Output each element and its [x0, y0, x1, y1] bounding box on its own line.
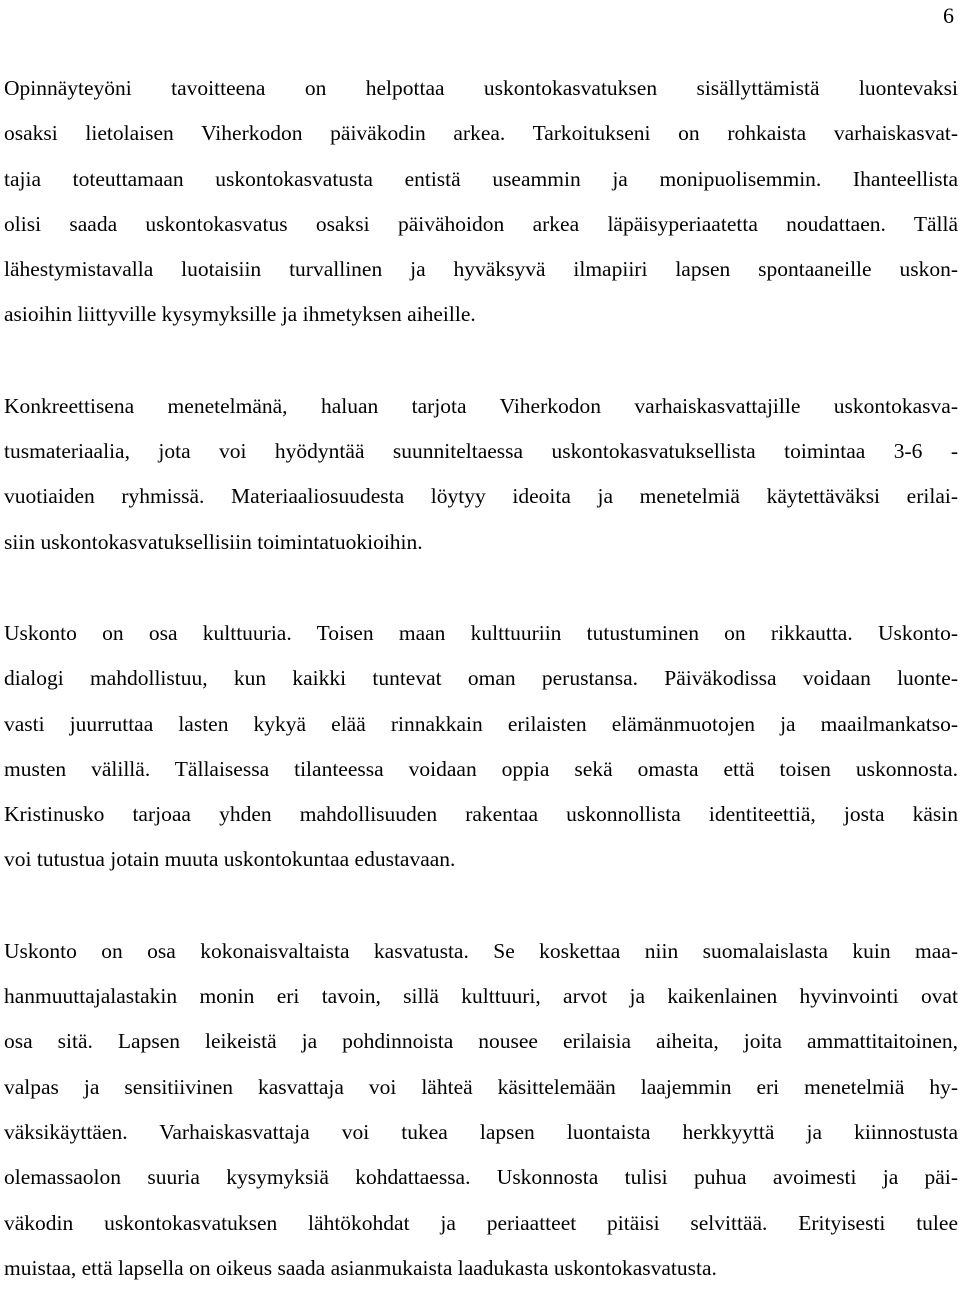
text-line: vasti juurruttaa lasten kykyä elää rinnakkain erilaisten elämänmuotojen ja maailmankatso-	[4, 711, 958, 736]
text-line: Konkreettisena menetelmänä, haluan tarjota Viherkodon varhaiskasvattajille uskontokasva-	[4, 393, 958, 418]
text-line: lähestymistavalla luotaisiin turvallinen ja hyväksyvä ilmapiiri lapsen spontaaneille uskon-	[4, 257, 958, 282]
text-line: musten välillä. Tällaisessa tilanteessa voidaan oppia sekä omasta että toisen uskonnosta.	[4, 756, 958, 781]
text-line: Uskonto on osa kulttuuria. Toisen maan kulttuuriin tutustuminen on rikkautta. Uskonto-	[4, 620, 958, 645]
text-line: muistaa, että lapsella on oikeus saada asianmukaista laadukasta uskontokasvatusta.	[4, 1255, 717, 1280]
text-line: hanmuuttajalastakin monin eri tavoin, sillä kulttuuri, arvot ja kaikenlainen hyvinvointi ovat	[4, 984, 958, 1009]
text-line: tusmateriaalia, jota voi hyödyntää suunniteltaessa uskontokasvatuksellista toimintaa 3-6 -	[4, 439, 958, 464]
text-line: asioihin liittyville kysymyksille ja ihmetyksen aiheille.	[4, 302, 476, 327]
text-line: osaksi lietolaisen Viherkodon päiväkodin arkea. Tarkoitukseni on rohkaista varhaiskasvat-	[4, 121, 958, 146]
text-line: osa sitä. Lapsen leikeistä ja pohdinnoista nousee erilaisia aiheita, joita ammattitaitoinen,	[4, 1029, 958, 1054]
text-line: Kristinusko tarjoaa yhden mahdollisuuden rakentaa uskonnollista identiteettiä, josta käsin	[4, 802, 958, 827]
text-line: Uskonto on osa kokonaisvaltaista kasvatusta. Se koskettaa niin suomalaislasta kuin maa-	[4, 938, 958, 963]
text-line: vuotiaiden ryhmissä. Materiaaliosuudesta löytyy ideoita ja menetelmiä käytettäväksi erilai-	[4, 484, 958, 509]
text-line: olisi saada uskontokasvatus osaksi päivähoidon arkea läpäisyperiaatetta noudattaen. Tällä	[4, 211, 958, 236]
paragraph-religion-culture	[4, 611, 958, 883]
text-line: voi tutustua jotain muuta uskontokuntaa edustavaan.	[4, 847, 456, 872]
text-line: väksikäyttäen. Varhaiskasvattaja voi tukea lapsen luontaista herkkyyttä ja kiinnostusta	[4, 1119, 958, 1144]
text-line: tajia toteuttamaan uskontokasvatusta entistä useammin ja monipuolisemmin. Ihanteellista	[4, 166, 958, 191]
page-number: 6	[943, 3, 954, 28]
document-body	[4, 66, 958, 1291]
text-line: valpas ja sensitiivinen kasvattaja voi lähteä käsittelemään laajemmin eri menetelmiä hy-	[4, 1074, 958, 1099]
text-line: väkodin uskontokasvatuksen lähtökohdat ja periaatteet pitäisi selvittää. Erityisesti tulee	[4, 1210, 958, 1235]
paragraph-holistic-education	[4, 929, 958, 1291]
text-line: Opinnäyteyöni tavoitteena on helpottaa uskontokasvatuksen sisällyttämistä luontevaksi	[4, 76, 958, 100]
text-line: olemassaolon suuria kysymyksiä kohdattaessa. Uskonnosta tulisi puhua avoimesti ja päi-	[4, 1165, 958, 1190]
text-line: siin uskontokasvatuksellisiin toimintatuokioihin.	[4, 529, 423, 554]
paragraph-thesis-goal	[4, 66, 958, 338]
text-line: dialogi mahdollistuu, kun kaikki tuntevat oman perustansa. Päiväkodissa voidaan luonte-	[4, 666, 958, 691]
paragraph-method	[4, 384, 958, 565]
